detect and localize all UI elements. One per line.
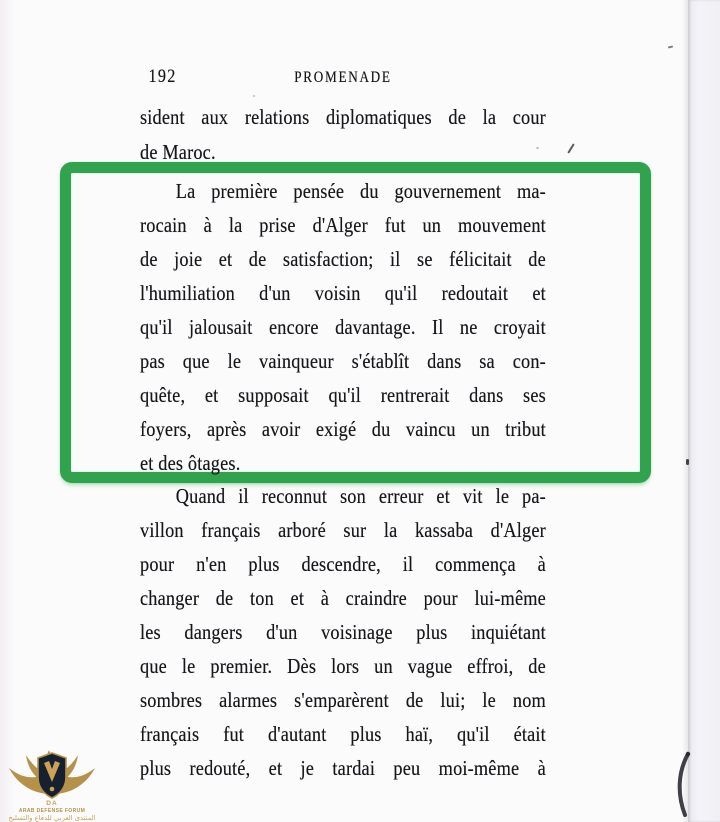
body-line: de joie et de satisfaction; il se félicitait de [140, 247, 546, 271]
body-line: de Maroc. [140, 140, 216, 164]
body-line: qu'il jalousait encore davantage. Il ne croyait [140, 315, 546, 339]
body-line: changer de ton et à craindre pour lui-même [140, 586, 546, 610]
body-line: plus redouté, et je tardai peu moi-même à [140, 756, 546, 780]
scan-speck [686, 459, 689, 465]
running-title: PROMENADE [294, 69, 392, 86]
logo-title: ARAB DEFENSE FORUM [18, 808, 86, 814]
page-header [140, 66, 546, 90]
scan-speck [567, 143, 575, 153]
body-line: villon français arboré sur la kassaba d'Alger [140, 518, 546, 542]
page-number: 192 [148, 66, 177, 87]
body-line: français fut d'autant plus haï, qu'il était [140, 722, 546, 746]
body-line: sident aux relations diplomatiques de la cour [140, 105, 546, 129]
page-left-edge [0, 0, 16, 822]
body-line: pour n'en plus descendre, il commença à [140, 552, 546, 576]
body-line: l'humiliation d'un voisin qu'il redoutait et [140, 281, 546, 305]
body-line: quête, et supposait qu'il rentrerait dans ses [140, 383, 546, 407]
body-line: La première pensée du gouvernement ma- [175, 179, 546, 203]
highlighted-paragraph [140, 174, 546, 480]
body-line: les dangers d'un voisinage plus inquiétant [140, 620, 546, 644]
body-line: sombres alarmes s'emparèrent de lui; le nom [140, 688, 546, 712]
second-paragraph [140, 479, 546, 785]
text-column [140, 66, 546, 796]
body-line: que le premier. Dès lors un vague effroi, de [140, 654, 546, 678]
body-line: foyers, après avoir exigé du vaincu un tribut [140, 417, 546, 441]
logo-monogram: DA [46, 800, 58, 807]
arab-defense-forum-logo [4, 748, 100, 822]
body-line: rocain à la prise d'Alger fut un mouvement [140, 213, 546, 237]
body-line: et des ôtages. [140, 451, 241, 475]
page-right-edge [688, 0, 720, 822]
intro-paragraph [140, 100, 546, 170]
logo-title-arabic: المنتدى العربي للدفاع والتسليح [8, 814, 96, 822]
scan-speck [253, 95, 255, 97]
body-line: pas que le vainqueur s'établît dans sa con- [140, 349, 546, 373]
page-curl-mark [672, 750, 698, 820]
shield-dot-icon [50, 787, 55, 792]
scan-speck [536, 147, 539, 149]
scan-speck [668, 46, 673, 49]
body-line: Quand il reconnut son erreur et vit le pa- [175, 484, 546, 508]
